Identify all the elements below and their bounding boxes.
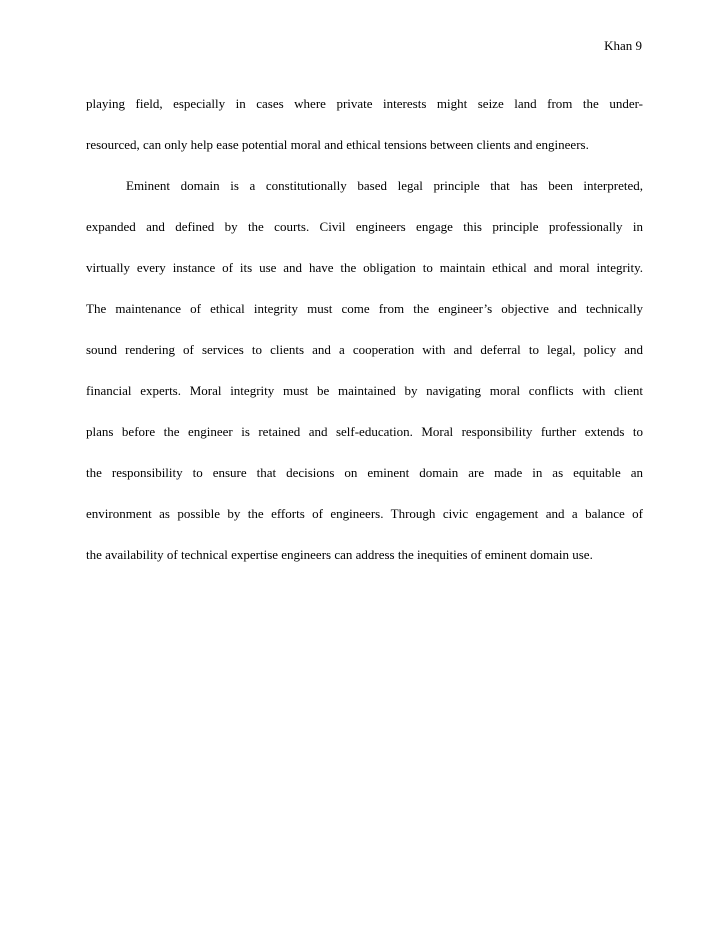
text-line: resourced, can only help ease potential moral and ethical tensions between clients and engineers. — [86, 137, 589, 152]
text-line: expanded and defined by the courts. Civil engineers engage this principle professionally in — [86, 219, 643, 234]
text-line: virtually every instance of its use and have the obligation to maintain ethical and moral integrity. — [86, 260, 643, 275]
text-line: plans before the engineer is retained and self-education. Moral responsibility further extends to — [86, 424, 643, 439]
text-line: financial experts. Moral integrity must be maintained by navigating moral conflicts with client — [86, 383, 643, 398]
text-line: playing field, especially in cases where private interests might seize land from the under- — [86, 96, 643, 111]
text-line: The maintenance of ethical integrity must come from the engineer’s objective and technically — [86, 301, 643, 316]
text-line: environment as possible by the efforts of engineers. Through civic engagement and a balance of — [86, 506, 643, 521]
paragraph-first-line: Eminent domain is a constitutionally based legal principle that has been interpreted, — [126, 178, 643, 193]
text-line: the responsibility to ensure that decisions on eminent domain are made in as equitable an — [86, 465, 643, 480]
body-text — [86, 96, 643, 588]
text-line: sound rendering of services to clients and a cooperation with and deferral to legal, policy and — [86, 342, 643, 357]
running-header: Khan 9 — [604, 38, 642, 53]
text-line: the availability of technical expertise engineers can address the inequities of eminent domain use. — [86, 547, 593, 562]
